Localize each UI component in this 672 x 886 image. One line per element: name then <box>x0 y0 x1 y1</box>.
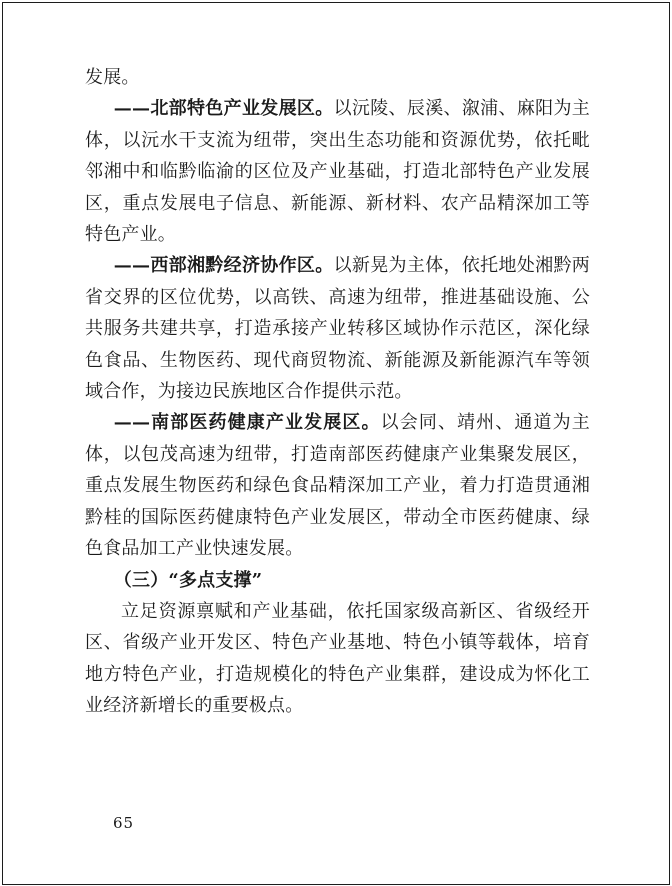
paragraph-lead-west-zone: ——西部湘黔经济协作区。 <box>113 255 334 277</box>
paragraph-lead-south-zone: ——南部医药健康产业发展区。 <box>113 412 381 434</box>
paragraph-body-west-zone: 以新晃为主体，依托地处湘黔两省交界的区位优势，以高铁、高速为纽带，推进基础设施、公共服务共建共享，打造承接产业转移区域协作示范区，深化绿色食品、生物医药、现代商贸物流、新能源及新能源汽车等领域合作，为接边民族地区合作提供示范。 <box>85 255 590 403</box>
subsection-heading: （三）“多点支撑” <box>113 569 263 591</box>
page-number: 65 <box>113 814 135 832</box>
document-body <box>85 62 590 722</box>
paragraph-north-zone <box>85 93 590 250</box>
paragraph-south-zone <box>85 407 590 564</box>
paragraph-continuation: 发展。 <box>85 67 140 88</box>
paragraph-closing: 立足资源禀赋和产业基础，依托国家级高新区、省级经开区、省级产业开发区、特色产业基地、特色小镇等载体，培育地方特色产业，打造规模化的特色产业集群，建设成为怀化工业经济新增长的重要极点。 <box>85 600 590 717</box>
paragraph-west-zone <box>85 250 590 407</box>
paragraph-lead-north-zone: ——北部特色产业发展区。 <box>113 98 334 120</box>
paragraph-body-north-zone: 以沅陵、辰溪、溆浦、麻阳为主体，以沅水干支流为纽带，突出生态功能和资源优势，依托毗邻湘中和临黔临渝的区位及产业基础，打造北部特色产业发展区，重点发展电子信息、新能源、新材料、农产品精深加工等特色产业。 <box>85 98 590 246</box>
paragraph-body-south-zone: 以会同、靖州、通道为主体，以包茂高速为纽带，打造南部医药健康产业集聚发展区，重点发展生物医药和绿色食品精深加工产业，着力打造贯通湘黔桂的国际医药健康特色产业发展区，带动全市医药健康、绿色食品加工产业快速发展。 <box>85 412 590 560</box>
